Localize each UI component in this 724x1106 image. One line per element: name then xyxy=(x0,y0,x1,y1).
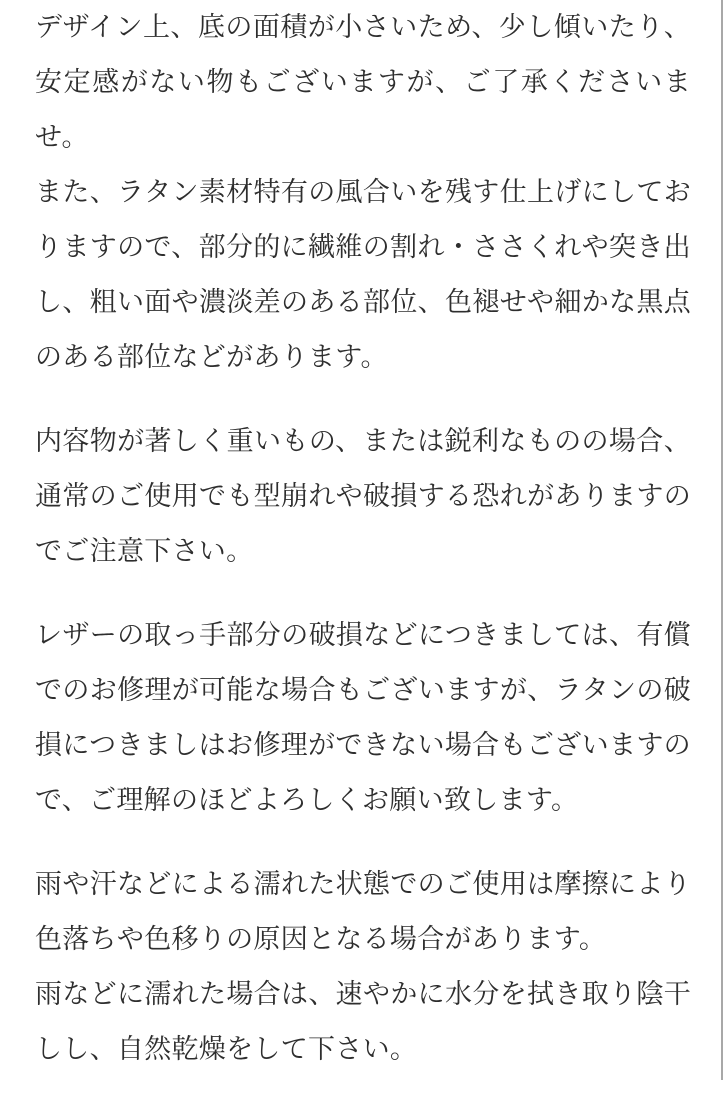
right-edge-divider xyxy=(721,0,723,1080)
text-line: レザーの取っ手部分の破損などにつきましては、有償 xyxy=(35,620,691,650)
text-line: 色落ちや色移りの原因となる場合があります。 xyxy=(35,924,607,954)
text-line: せ。 xyxy=(35,122,89,152)
text-line: デザイン上、底の面積が小さいため、少し傾いたり、 xyxy=(35,12,691,42)
care-notes-text xyxy=(35,0,691,1106)
text-line: 雨などに濡れた場合は、速やかに水分を拭き取り陰干 xyxy=(35,979,691,1009)
text-line: でご注意下さい。 xyxy=(35,536,254,566)
paragraph-design-and-material-note xyxy=(35,0,691,385)
text-line: りますので、部分的に繊維の割れ・ささくれや突き出 xyxy=(35,232,691,262)
text-line: 内容物が著しく重いもの、または鋭利なものの場合、 xyxy=(35,426,691,456)
text-line: で、ご理解のほどよろしくお願い致します。 xyxy=(35,785,579,815)
text-line: し、粗い面や濃淡差のある部位、色褪せや細かな黒点 xyxy=(35,287,691,317)
text-line: また、ラタン素材特有の風合いを残す仕上げにしてお xyxy=(35,177,691,207)
text-line: しし、自然乾燥をして下さい。 xyxy=(35,1034,418,1064)
text-line: のある部位などがあります。 xyxy=(35,342,388,372)
text-line: でのお修理が可能な場合もございますが、ラタンの破 xyxy=(35,675,691,705)
text-line: 雨や汗などによる濡れた状態でのご使用は摩擦により xyxy=(35,869,691,899)
text-line: 安定感がない物もございますが、ご了承くださいま xyxy=(35,67,691,97)
paragraph-wet-use-caution xyxy=(35,857,691,1077)
text-line: 通常のご使用でも型崩れや破損する恐れがありますの xyxy=(35,481,691,511)
text-line: 損につきましはお修理ができない場合もございますの xyxy=(35,730,691,760)
paragraph-heavy-contents-warning xyxy=(35,414,691,579)
paragraph-repair-policy xyxy=(35,608,691,828)
